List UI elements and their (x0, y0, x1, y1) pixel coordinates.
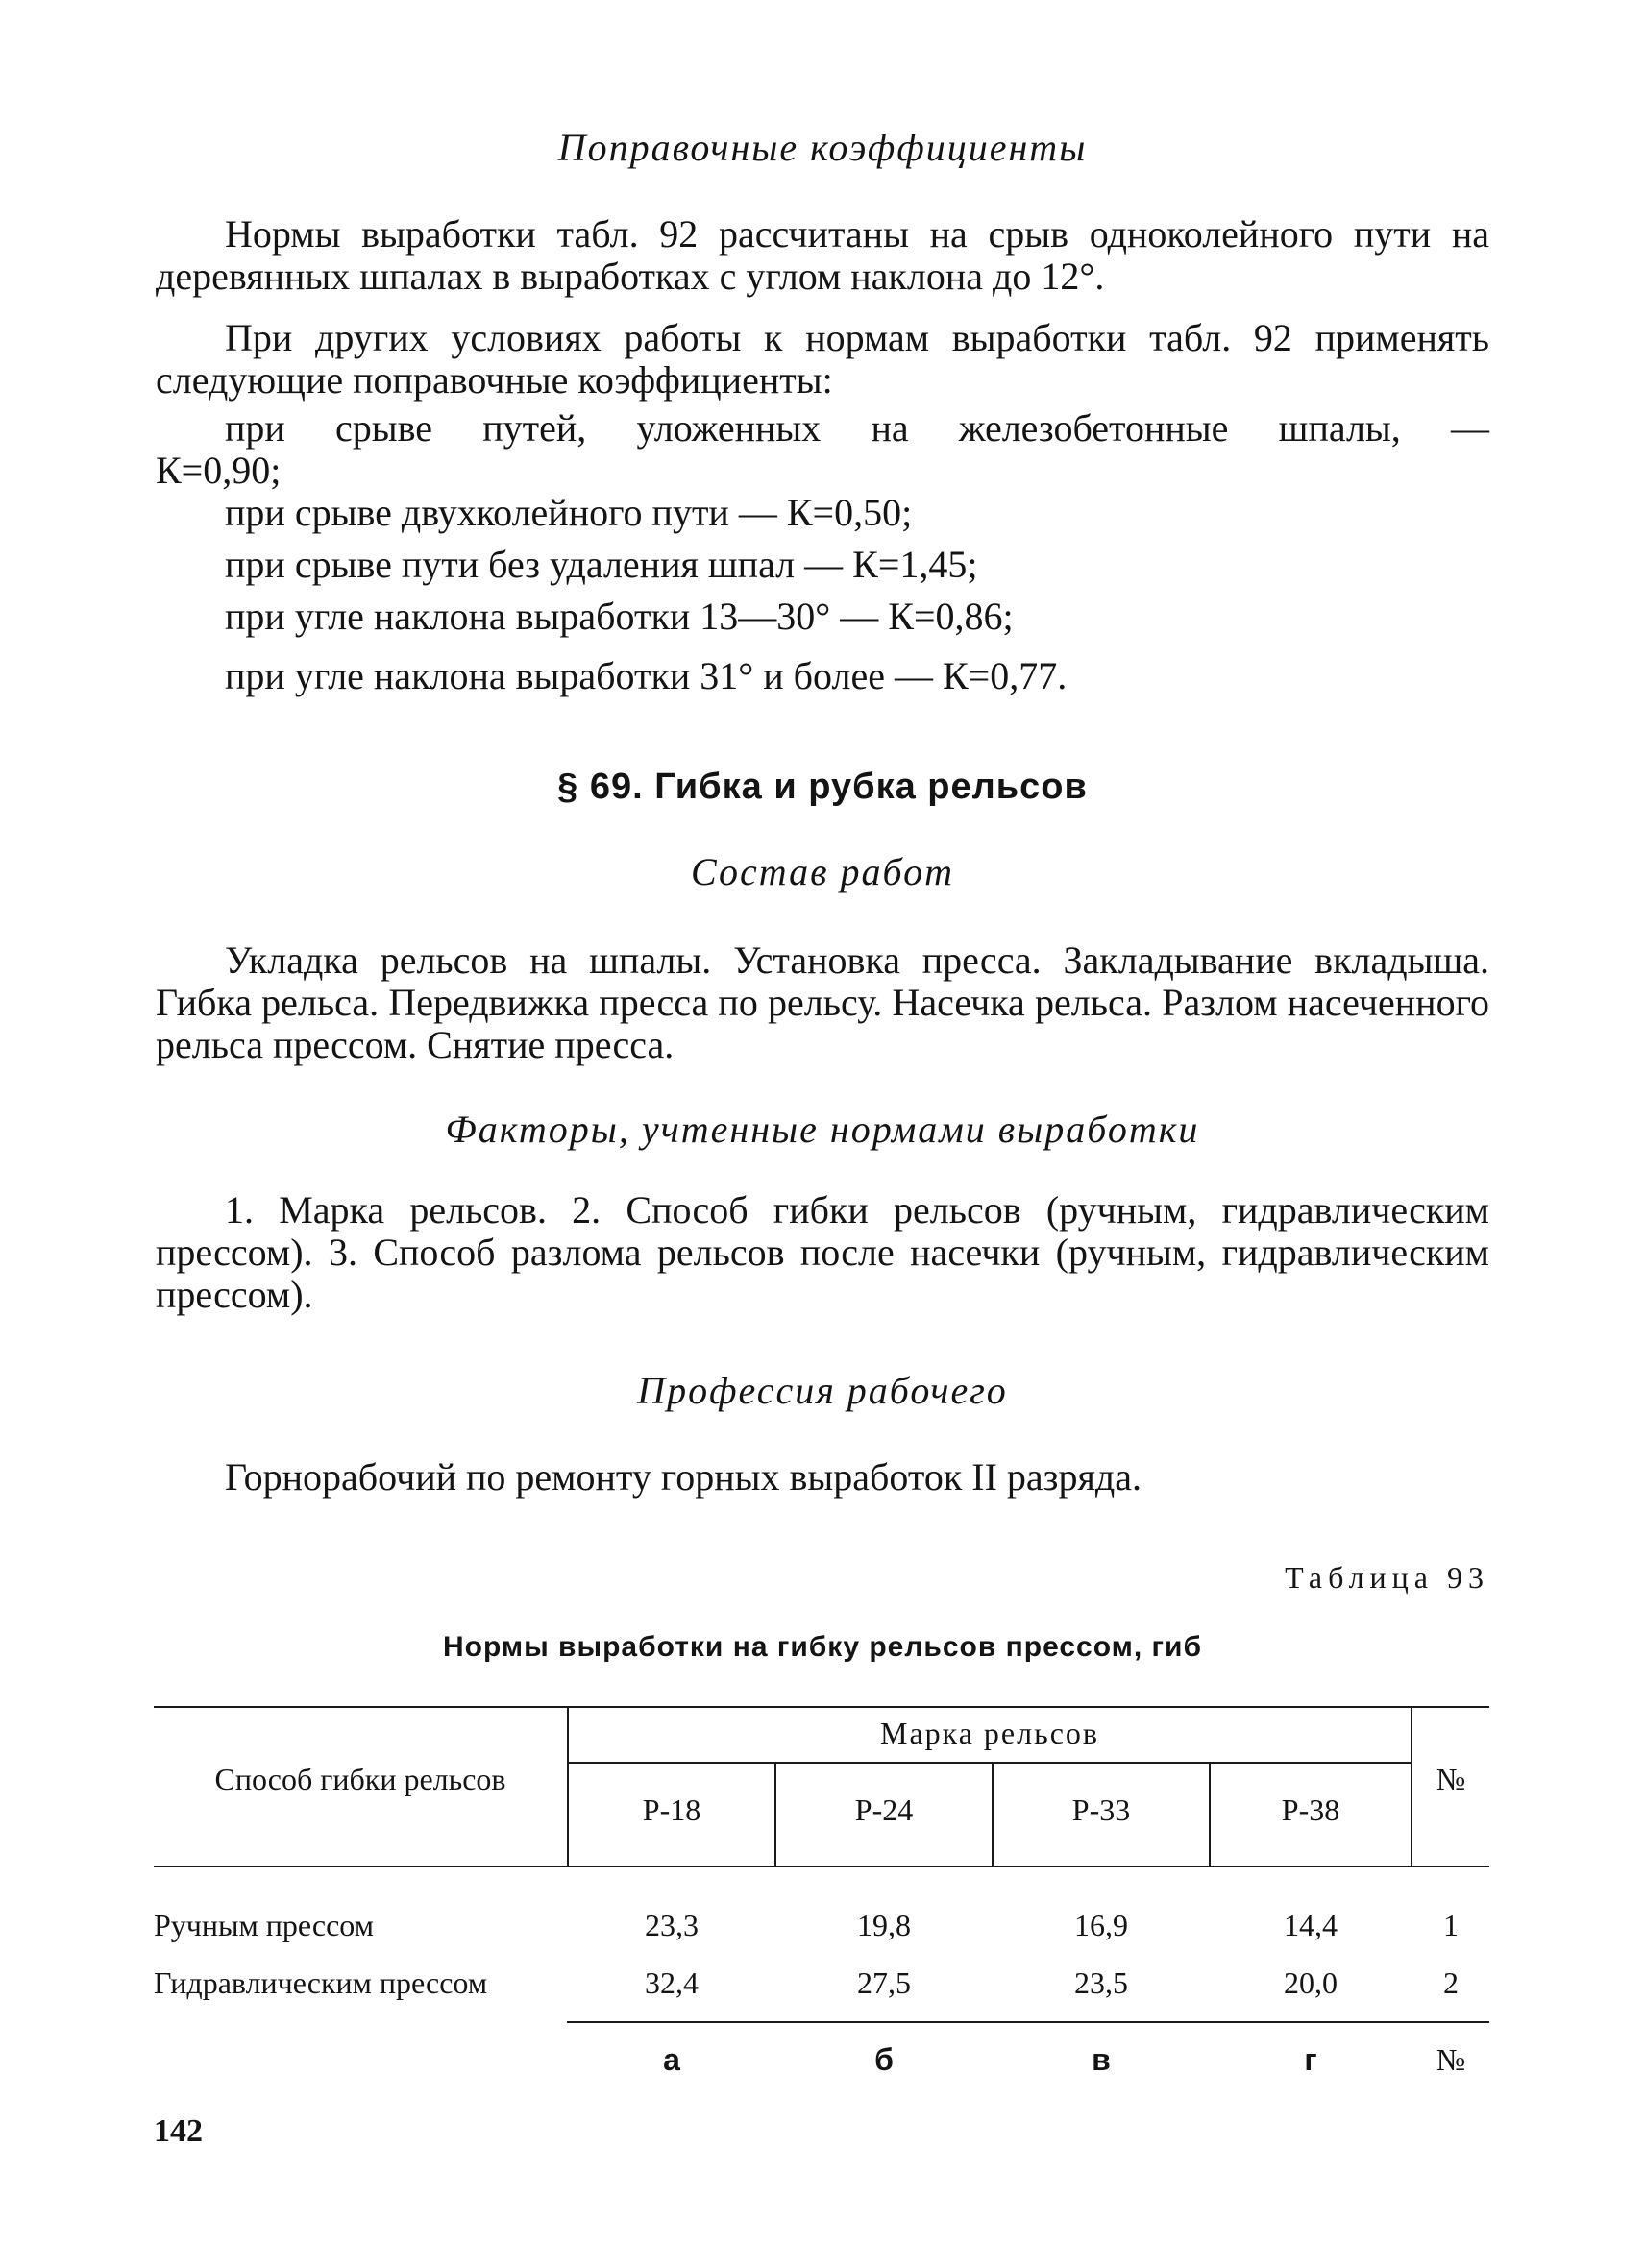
composition-heading: Состав работ (691, 850, 954, 893)
brand-r33: Р-33 (1071, 1792, 1131, 1827)
row-2-r24: 27,5 (857, 1965, 911, 2000)
brand-r18: Р-18 (642, 1792, 701, 1827)
section-title: § 69. Гибка и рубка рельсов (557, 767, 1088, 807)
header-method: Способ гибки рельсов (214, 1762, 506, 1796)
row-1-method: Ручным прессом (154, 1908, 374, 1942)
factors-heading: Факторы, учтенные нормами выработки (445, 1108, 1200, 1151)
composition-text: Укладка рельсов на шпалы. Установка пресса. Закладывание вкладыша. Гибка рельса. Передвижка пресса по рельсу. Насечка рельса. Разлом насеченного рельса прессом. Снятие пресса. (156, 939, 1489, 1066)
row-1-no: 1 (1443, 1908, 1459, 1942)
coefficient-line-3: при срыве пути без удаления шпал — К=1,45; (225, 543, 978, 586)
footer-v: в (1092, 2042, 1111, 2077)
table-bottom-rule (567, 2021, 1489, 2023)
row-2-r38: 20,0 (1284, 1965, 1338, 2000)
table-header-rule (154, 1866, 1489, 1867)
footer-no: № (1436, 2042, 1466, 2077)
row-2-no: 2 (1443, 1965, 1459, 2000)
footer-g: г (1304, 2042, 1317, 2077)
header-brand: Марка рельсов (880, 1716, 1099, 1750)
footer-b: б (874, 2042, 894, 2077)
coefficient-line-4: при угле наклона выработки 13—30° — К=0,86; (225, 595, 1014, 638)
row-2-r33: 23,5 (1074, 1965, 1128, 2000)
row-2-method: Гидравлическим прессом (154, 1965, 488, 2000)
brand-r38: Р-38 (1281, 1792, 1340, 1827)
row-1-r38: 14,4 (1284, 1908, 1338, 1942)
corrections-paragraph-2: При других условиях работы к нормам выработки табл. 92 применять следующие поправочные коэффициенты: (156, 316, 1489, 402)
brand-r24: Р-24 (854, 1792, 914, 1827)
footer-a: а (663, 2042, 680, 2077)
coefficient-line-1: при срыве путей, уложенных на железобетонные шпалы, — (225, 406, 1489, 450)
row-1-r33: 16,9 (1074, 1908, 1128, 1942)
row-1-r18: 23,3 (645, 1908, 699, 1942)
coefficient-line-2: при срыве двухколейного пути — К=0,50; (225, 491, 913, 534)
corrections-heading: Поправочные коэффициенты (557, 126, 1088, 169)
corrections-paragraph-1: Нормы выработки табл. 92 рассчитаны на срыв одноколейного пути на деревянных шпалах в выработках с углом наклона до 12°. (156, 212, 1489, 298)
brand-header-rule (567, 1762, 1412, 1764)
page-number: 142 (154, 2113, 203, 2149)
coefficient-line-1-value: К=0,90; (156, 449, 282, 492)
profession-heading: Профессия рабочего (637, 1369, 1008, 1412)
table-top-rule (154, 1706, 1489, 1708)
header-no: № (1436, 1762, 1466, 1796)
profession-text: Горнорабочий по ремонту горных выработок II разряда. (225, 1455, 1142, 1499)
coefficient-line-5: при угле наклона выработки 31° и более — К=0,77. (225, 654, 1068, 697)
table-label: Таблица 93 (1285, 1560, 1489, 1595)
row-2-r18: 32,4 (645, 1965, 699, 2000)
table-caption: Нормы выработки на гибку рельсов прессом, гиб (442, 1631, 1203, 1663)
factors-text: 1. Марка рельсов. 2. Способ гибки рельсов (ручным, гидравлическим прессом). 3. Способ разлома рельсов после насечки (ручным, гидравлическим прессом). (156, 1188, 1489, 1316)
row-1-r24: 19,8 (857, 1908, 911, 1942)
